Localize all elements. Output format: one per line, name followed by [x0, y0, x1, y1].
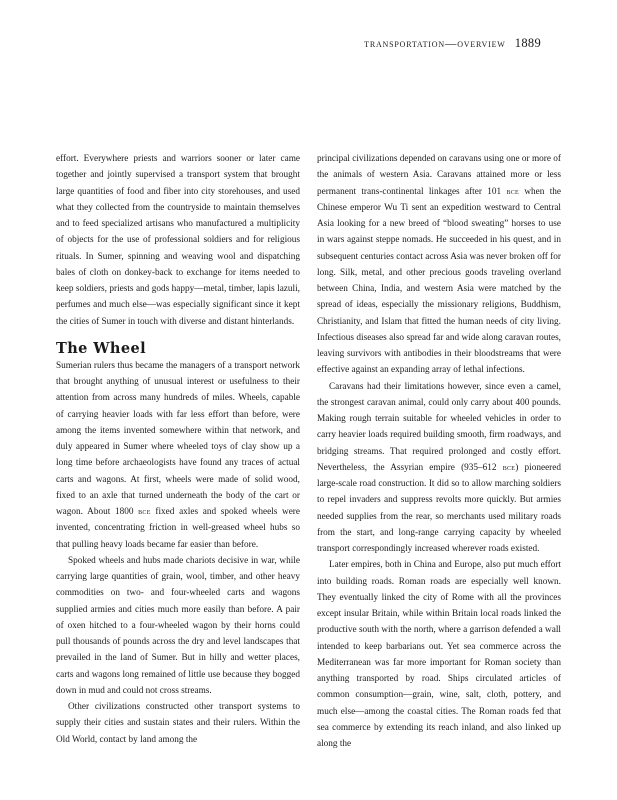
- body-paragraph: effort. Everywhere priests and warriors sooner or later came together and jointly supervised a transport system that brought large quantities of food and fiber into city storehouses, and used what they collected from the countryside to maintain themselves and to feed specialized artisans who manufactured a multiplicity of objects for the use of professional soldiers and for religious rituals. In Sumer, spinning and weaving wool and dispatching bales of cloth on donkey-back to exchange for items needed to keep soldiers, priests and gods happy—metal, timber, lapis lazuli, perfumes and much else—was especially significant since it kept the cities of Sumer in touch with diverse and distant hinterlands.: [56, 154, 300, 327]
- paragraph-text: when the Chinese emperor Wu Ti sent an expedition westward to Central Asia looking for a new breed of “blood sweating” horses to use in wars against steppe nomads. He succeeded in his quest, and in subsequent centuries contact across Asia was never broken off for long. Silk, metal, and other precious goods traveling overland between China, India, and western Asia were matched by the spread of ideas, especially the missionary religions, Buddhism, Christianity, and Islam that fitted the human needs of city living. Infectious diseases also spread far and wide along caravan routes, leaving survivors with antibodies in their bloodstreams that were effective against an expanding array of lethal infections.: [317, 186, 561, 376]
- body-paragraph: [317, 379, 561, 558]
- running-head: [364, 36, 541, 51]
- section-heading: The Wheel: [56, 339, 146, 357]
- body-paragraph: [317, 151, 561, 379]
- paragraph-text: principal civilizations depended on caravans using one or more of the animals of western Asia. Caravans attained more or less permanent trans-continental linkages after 101: [317, 154, 561, 197]
- body-paragraph: [56, 358, 300, 553]
- body-paragraph: Other civilizations constructed other transport systems to supply their cities and sustain states and their rulers. Within the Old World, contact by land among the: [56, 702, 300, 745]
- left-column: [56, 151, 300, 748]
- era-abbreviation: bce: [502, 462, 516, 472]
- running-head-title: transportation—overview: [364, 38, 506, 50]
- right-column: [317, 151, 561, 752]
- body-paragraph: Later empires, both in China and Europe, also put much effort into building roads. Roman roads are especially well known. They eventually linked the city of Rome with all the provinces except insular Britain, while within Britain local roads linked the productive south with the north, where a garrison defended a wall intended to keep barbarians out. Yet sea commerce across the Mediterranean was far more important for Roman society than anything transported by road. Ships circulated articles of common consumption—grain, wine, salt, cloth, pottery, and much else—among the coastal cities. The Roman roads fed that sea commerce by extending its reach inland, and also linked up along the: [317, 560, 561, 749]
- era-abbreviation: bce: [138, 507, 151, 516]
- era-abbreviation: bce: [506, 186, 520, 196]
- body-paragraph: Spoked wheels and hubs made chariots decisive in war, while carrying large quantities of grain, wool, timber, and other heavy commodities on two- and four-wheeled carts and wagons supplied armies and cities much more easily than before. A pair of oxen hitched to a four-wheeled wagon by their horns could pull thousands of pounds across the dry and level landscapes that prevailed in the land of Sumer. But in hilly and wetter places, carts and wagons long remained of little use because they bogged down in mud and could not cross streams.: [56, 555, 300, 696]
- paragraph-text: fixed axles and spoked wheels were invented, concentrating friction in well-greased wheel hubs so that pulling heavy loads became far easier than before.: [56, 507, 300, 550]
- paragraph-text: Sumerian rulers thus became the managers of a transport network that brought anything of unusual interest or usefulness to their attention from across many hundreds of miles. Wheels, capable of carrying heavier loads with far less effort than before, were among the items invented somewhere within that network, and duly appeared in Sumer where wheeled toys of clay show up a long time before archaeologists have found any traces of actual carts and wagons. At first, wheels were made of solid wood, fixed to an axle that turned underneath the body of the cart or wagon. About 1800: [56, 360, 300, 517]
- paragraph-text: ) pioneered large-scale road construction. It did so to allow marching soldiers to repel invaders and suppress revolts more quickly. But armies needed supplies from the rear, so merchants used military roads from the start, and long-range carrying capacity by wheeled transport correspondingly increased wherever roads existed.: [317, 462, 561, 554]
- page-number: 1889: [514, 36, 541, 50]
- paragraph-text: Caravans had their limitations however, since even a camel, the strongest caravan animal, could only carry about 400 pounds. Making rough terrain suitable for wheeled vehicles in order to carry heavier loads required building smooth, firm roadways, and bridging streams. That required prolonged and costly effort. Nevertheless, the Assyrian empire (935–612: [317, 381, 561, 473]
